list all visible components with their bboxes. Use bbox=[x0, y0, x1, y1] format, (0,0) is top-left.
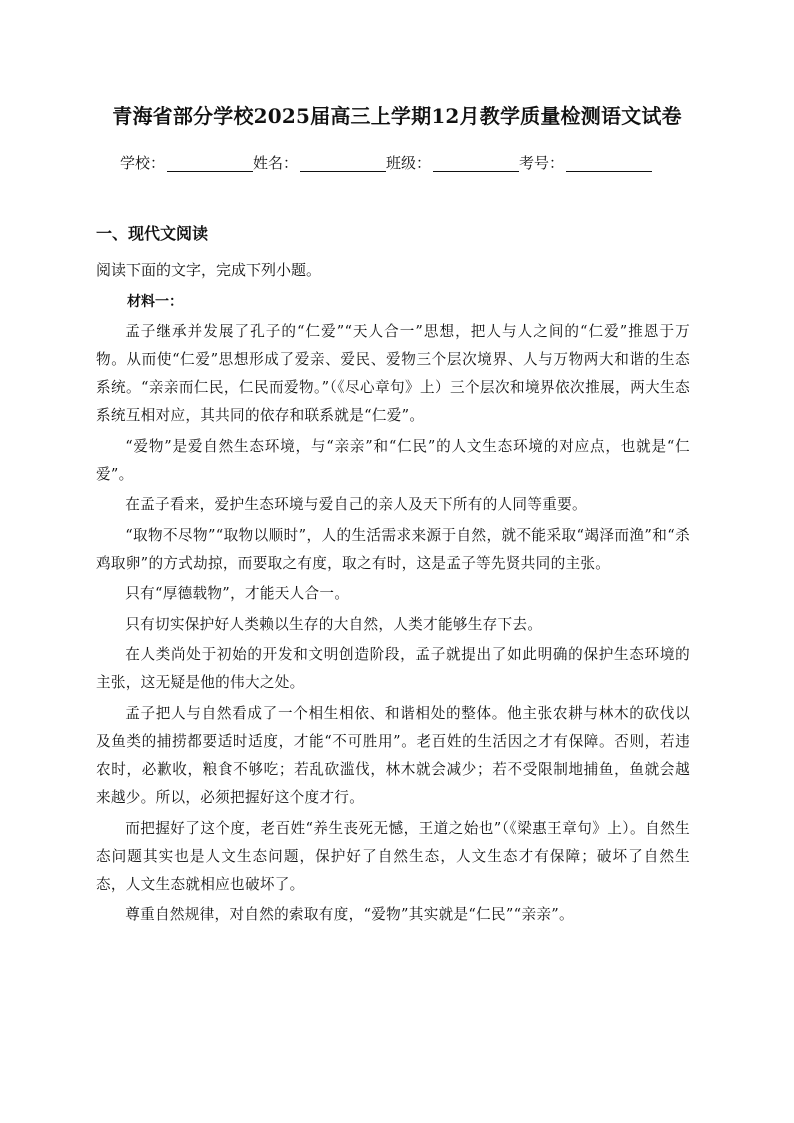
school-blank[interactable] bbox=[167, 157, 253, 172]
school-label: 学校： bbox=[120, 154, 166, 172]
class-field bbox=[386, 152, 519, 173]
paragraph: 在孟子看来，爱护生态环境与爱自己的亲人及天下所有的人同等重要。 bbox=[125, 496, 587, 514]
exam-number-label: 考号： bbox=[519, 154, 565, 172]
class-label: 班级： bbox=[386, 154, 432, 172]
name-label: 姓名： bbox=[253, 154, 299, 172]
name-blank[interactable] bbox=[300, 157, 386, 172]
paragraph: “爱物”是爱自然生态环境，与“亲亲”和“仁民”的人文生态环境的对应点，也就是“仁爱”。 bbox=[96, 437, 690, 483]
material-label: 材料一： bbox=[127, 294, 183, 310]
student-info-row bbox=[120, 152, 680, 174]
paragraph: 孟子把人与自然看成了一个相生相依、和谐相处的整体。他主张农耕与林木的砍伐以及鱼类的捕捞都要适时适度，才能“不可胜用”。老百姓的生活因之才有保障。否则，若违农时，必歉收，粮食不够吃；若乱砍滥伐，林木就会减少；若不受限制地捕鱼，鱼就会越来越少。所以，必须把握好这个度才行。 bbox=[96, 704, 690, 807]
paragraph: 尊重自然规律，对自然的索取有度，“爱物”其实就是“仁民”“亲亲”。 bbox=[125, 906, 574, 924]
school-field bbox=[120, 152, 253, 173]
paragraph: “取物不尽物”“取物以顺时”，人的生活需求来源于自然，就不能采取“竭泽而渔”和“杀鸡取卵”的方式劫掠，而要取之有度，取之有时，这是孟子等先贤共同的主张。 bbox=[96, 526, 690, 572]
paragraph: 只有切实保护好人类赖以生存的大自然，人类才能够生存下去。 bbox=[125, 615, 543, 633]
exam-number-blank[interactable] bbox=[566, 157, 652, 172]
reading-instruction: 阅读下面的文字，完成下列小题。 bbox=[96, 261, 322, 279]
exam-title: 青海省部分学校2025届高三上学期12月教学质量检测语文试卷 bbox=[112, 104, 682, 128]
paragraph: 孟子继承并发展了孔子的“仁爱”“天人合一”思想，把人与人之间的“仁爱”推恩于万物。从而使“仁爱”思想形成了爱亲、爱民、爱物三个层次境界、人与万物两大和谐的生态系统。“亲亲而仁民，仁民而爱物。”（《尽心章句》上）三个层次和境界依次推展，两大生态系统互相对应，其共同的依存和联系就是“仁爱”。 bbox=[96, 323, 690, 425]
class-blank[interactable] bbox=[433, 157, 519, 172]
passage-body bbox=[96, 318, 690, 932]
paragraph: 而把握好了这个度，老百姓“养生丧死无憾，王道之始也”（《梁惠王章句》上）。自然生态问题其实也是人文生态问题，保护好了自然生态，人文生态才有保障；破坏了自然生态，人文生态就相应也破坏了。 bbox=[96, 819, 690, 893]
section-heading: 一、现代文阅读 bbox=[96, 224, 209, 243]
paragraph: 在人类尚处于初始的开发和文明创造阶段，孟子就提出了如此明确的保护生态环境的主张，这无疑是他的伟大之处。 bbox=[96, 646, 690, 692]
exam-number-field bbox=[519, 152, 652, 173]
paragraph: 只有“厚德载物”，才能天人合一。 bbox=[125, 585, 350, 603]
name-field bbox=[253, 152, 386, 173]
